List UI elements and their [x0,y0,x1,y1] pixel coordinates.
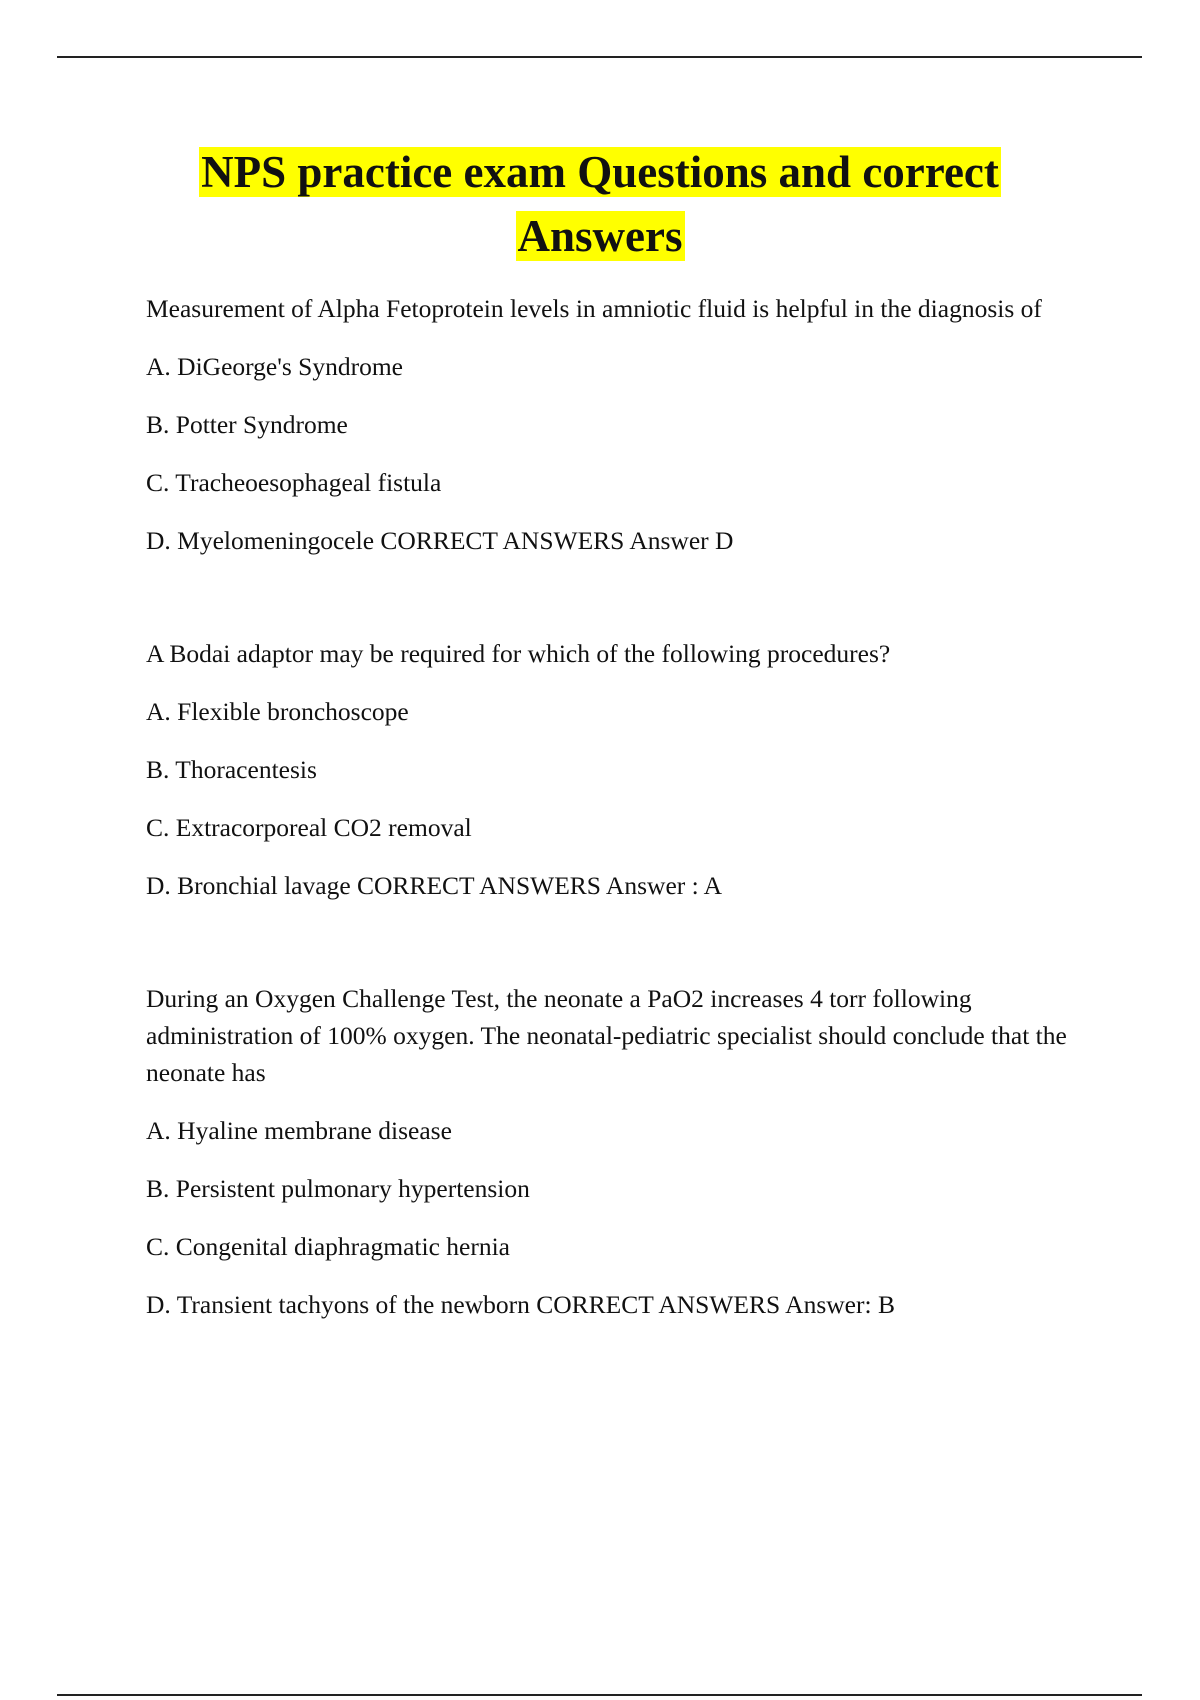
page-title [0,140,1200,268]
questions-list [146,290,1096,1323]
question-text: Measurement of Alpha Fetoprotein levels in amniotic fluid is helpful in the diagnosis of [146,294,1042,323]
option-a: A. Hyaline membrane disease [146,1116,452,1145]
option-d-with-answer: D. Transient tachyons of the newborn CORRECT ANSWERS Answer: B [146,1290,895,1319]
title-line-1: NPS practice exam Questions and correct [201,147,999,197]
bottom-divider [57,1694,1142,1696]
option-b: B. Thoracentesis [146,755,317,784]
question-text: During an Oxygen Challenge Test, the neonate a PaO2 increases 4 torr following administration of 100% oxygen. The neonatal-pediatric specialist should conclude that the neonate has [146,984,1067,1087]
option-c: C. Congenital diaphragmatic hernia [146,1232,510,1261]
title-line-2: Answers [517,211,683,261]
question-2 [146,635,1096,904]
option-a: A. Flexible bronchoscope [146,697,409,726]
option-d-with-answer: D. Bronchial lavage CORRECT ANSWERS Answer : A [146,871,723,900]
question-text: A Bodai adaptor may be required for which of the following procedures? [146,639,891,668]
question-3 [146,980,1096,1323]
option-c: C. Extracorporeal CO2 removal [146,813,472,842]
top-divider [57,56,1142,58]
option-c: C. Tracheoesophageal fistula [146,468,442,497]
option-b: B. Potter Syndrome [146,410,348,439]
option-b: B. Persistent pulmonary hypertension [146,1174,530,1203]
question-1 [146,290,1096,559]
option-a: A. DiGeorge's Syndrome [146,352,403,381]
option-d-with-answer: D. Myelomeningocele CORRECT ANSWERS Answer D [146,526,734,555]
